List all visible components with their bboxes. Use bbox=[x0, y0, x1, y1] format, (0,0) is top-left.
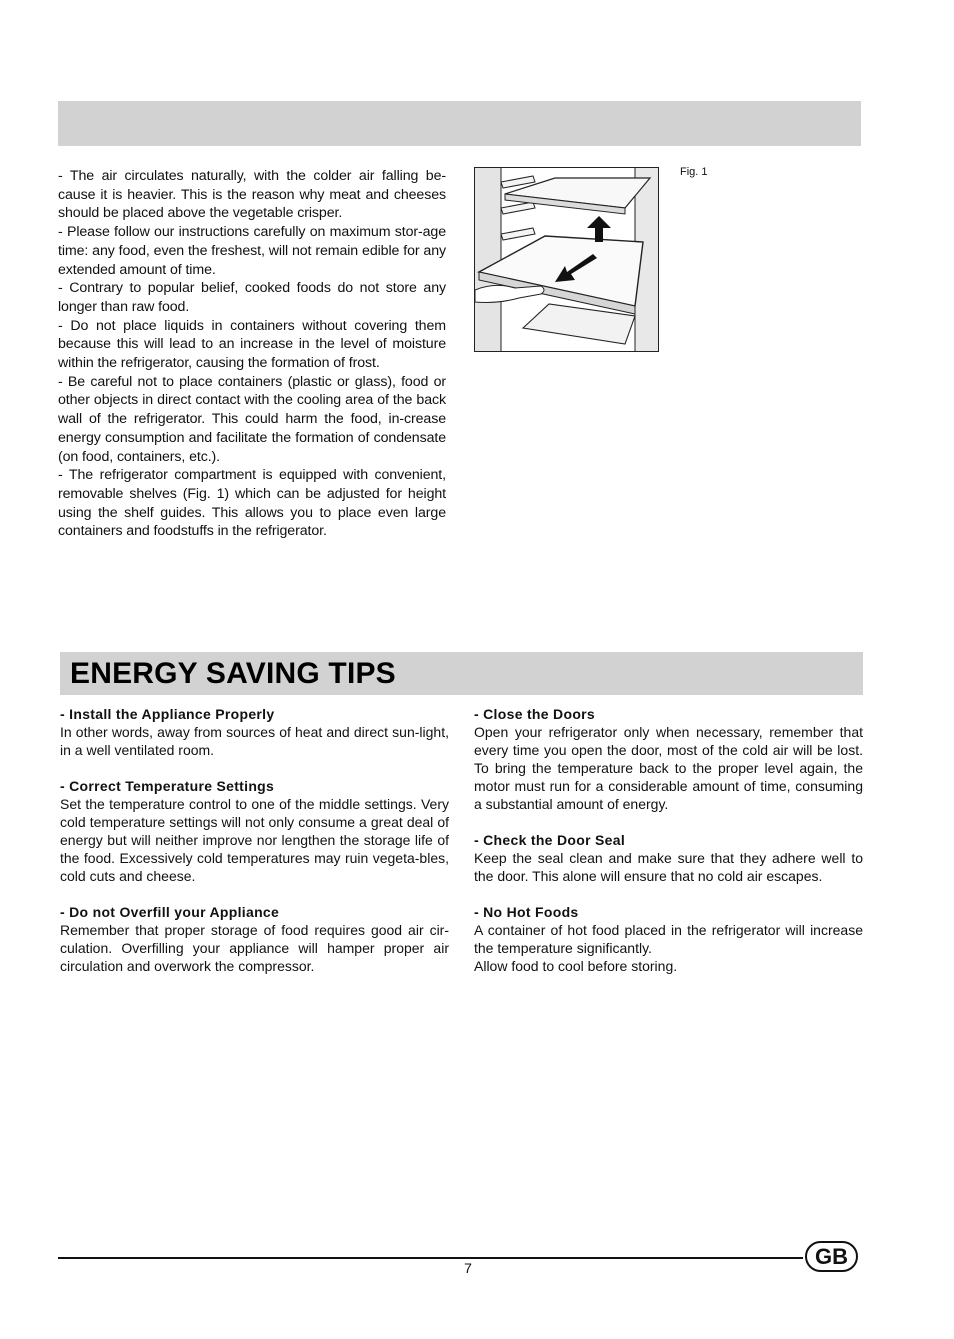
section-title: ENERGY SAVING TIPS bbox=[70, 657, 396, 690]
tip-block bbox=[474, 705, 863, 813]
footer-rule bbox=[58, 1257, 803, 1259]
top-header-band bbox=[58, 101, 861, 146]
shelf-illustration bbox=[474, 167, 659, 352]
tip-block bbox=[60, 705, 449, 759]
tip-heading: - Close the Doors bbox=[474, 706, 596, 722]
tip-body bbox=[474, 849, 863, 885]
tip-body bbox=[60, 795, 449, 885]
tip-body bbox=[60, 723, 449, 759]
tip-body-line: Open your refrigerator only when necessary, remember that every time you open the door, most of the cold air will be lost. To bring the temperature back to the proper level again, the motor must run for a considerable amount of time, consuming a substantial amount of energy. bbox=[474, 724, 863, 812]
language-badge: GB bbox=[805, 1241, 858, 1272]
tip-body-line: A container of hot food placed in the refrigerator will increase the temperature significantly. bbox=[474, 922, 863, 956]
tip-heading: - Check the Door Seal bbox=[474, 832, 626, 848]
tip-heading: - Install the Appliance Properly bbox=[60, 706, 275, 722]
tip-block bbox=[474, 831, 863, 885]
intro-paragraph: - Please follow our instructions carefully on maximum stor-age time: any food, even the freshest, will not remain edible for any extended amount of time. bbox=[58, 224, 446, 278]
intro-paragraph: - Be careful not to place containers (plastic or glass), food or other objects in direct contact with the cooling area of the back wall of the refrigerator. This could harm the food, in-crease energy consumption and facilitate the formation of condensate (on food, containers, etc.). bbox=[58, 373, 446, 465]
tip-block bbox=[474, 903, 863, 975]
intro-paragraph: - The refrigerator compartment is equipped with convenient, removable shelves (Fig. 1) which can be adjusted for height using the shelf guides. This allows you to place even large containers and foodstuffs in the refrigerator. bbox=[58, 467, 446, 540]
tip-body-line: Remember that proper storage of food requires good air cir-culation. Overfilling your appliance will hamper proper air circulation and overwork the compressor. bbox=[60, 922, 449, 974]
tip-body bbox=[60, 921, 449, 975]
tip-body bbox=[474, 921, 863, 975]
page-number: 7 bbox=[464, 1260, 472, 1276]
intro-paragraph: - The air circulates naturally, with the colder air falling be-cause it is heavier. This is the reason why meat and cheeses should be placed above the vegetable crisper. bbox=[58, 168, 446, 222]
intro-text bbox=[58, 167, 446, 541]
tip-body-line: In other words, away from sources of heat and direct sun-light, in a well ventilated room. bbox=[60, 724, 449, 758]
tip-block bbox=[60, 777, 449, 885]
tip-heading: - Do not Overfill your Appliance bbox=[60, 904, 280, 920]
tip-block bbox=[60, 903, 449, 975]
tip-body bbox=[474, 723, 863, 813]
tips-right-column bbox=[474, 705, 863, 993]
tip-body-line: Keep the seal clean and make sure that they adhere well to the door. This alone will ensure that no cold air escapes. bbox=[474, 850, 863, 884]
tip-body-line: Allow food to cool before storing. bbox=[474, 958, 678, 974]
section-header-band bbox=[60, 652, 863, 695]
tip-heading: - No Hot Foods bbox=[474, 904, 579, 920]
tips-left-column bbox=[60, 705, 449, 993]
tip-heading: - Correct Temperature Settings bbox=[60, 778, 275, 794]
intro-paragraph: - Contrary to popular belief, cooked foods do not store any longer than raw food. bbox=[58, 280, 446, 315]
tip-body-line: Set the temperature control to one of the middle settings. Very cold temperature settings will not only consume a great deal of energy but will neither improve nor lengthen the storage life of the food. Excessively cold temperatures may ruin vegeta-bles, cold cuts and cheese. bbox=[60, 796, 449, 884]
figure-caption: Fig. 1 bbox=[680, 166, 708, 178]
intro-paragraph: - Do not place liquids in containers without covering them because this will lead to an increase in the level of moisture within the refrigerator, causing the formation of frost. bbox=[58, 317, 446, 372]
